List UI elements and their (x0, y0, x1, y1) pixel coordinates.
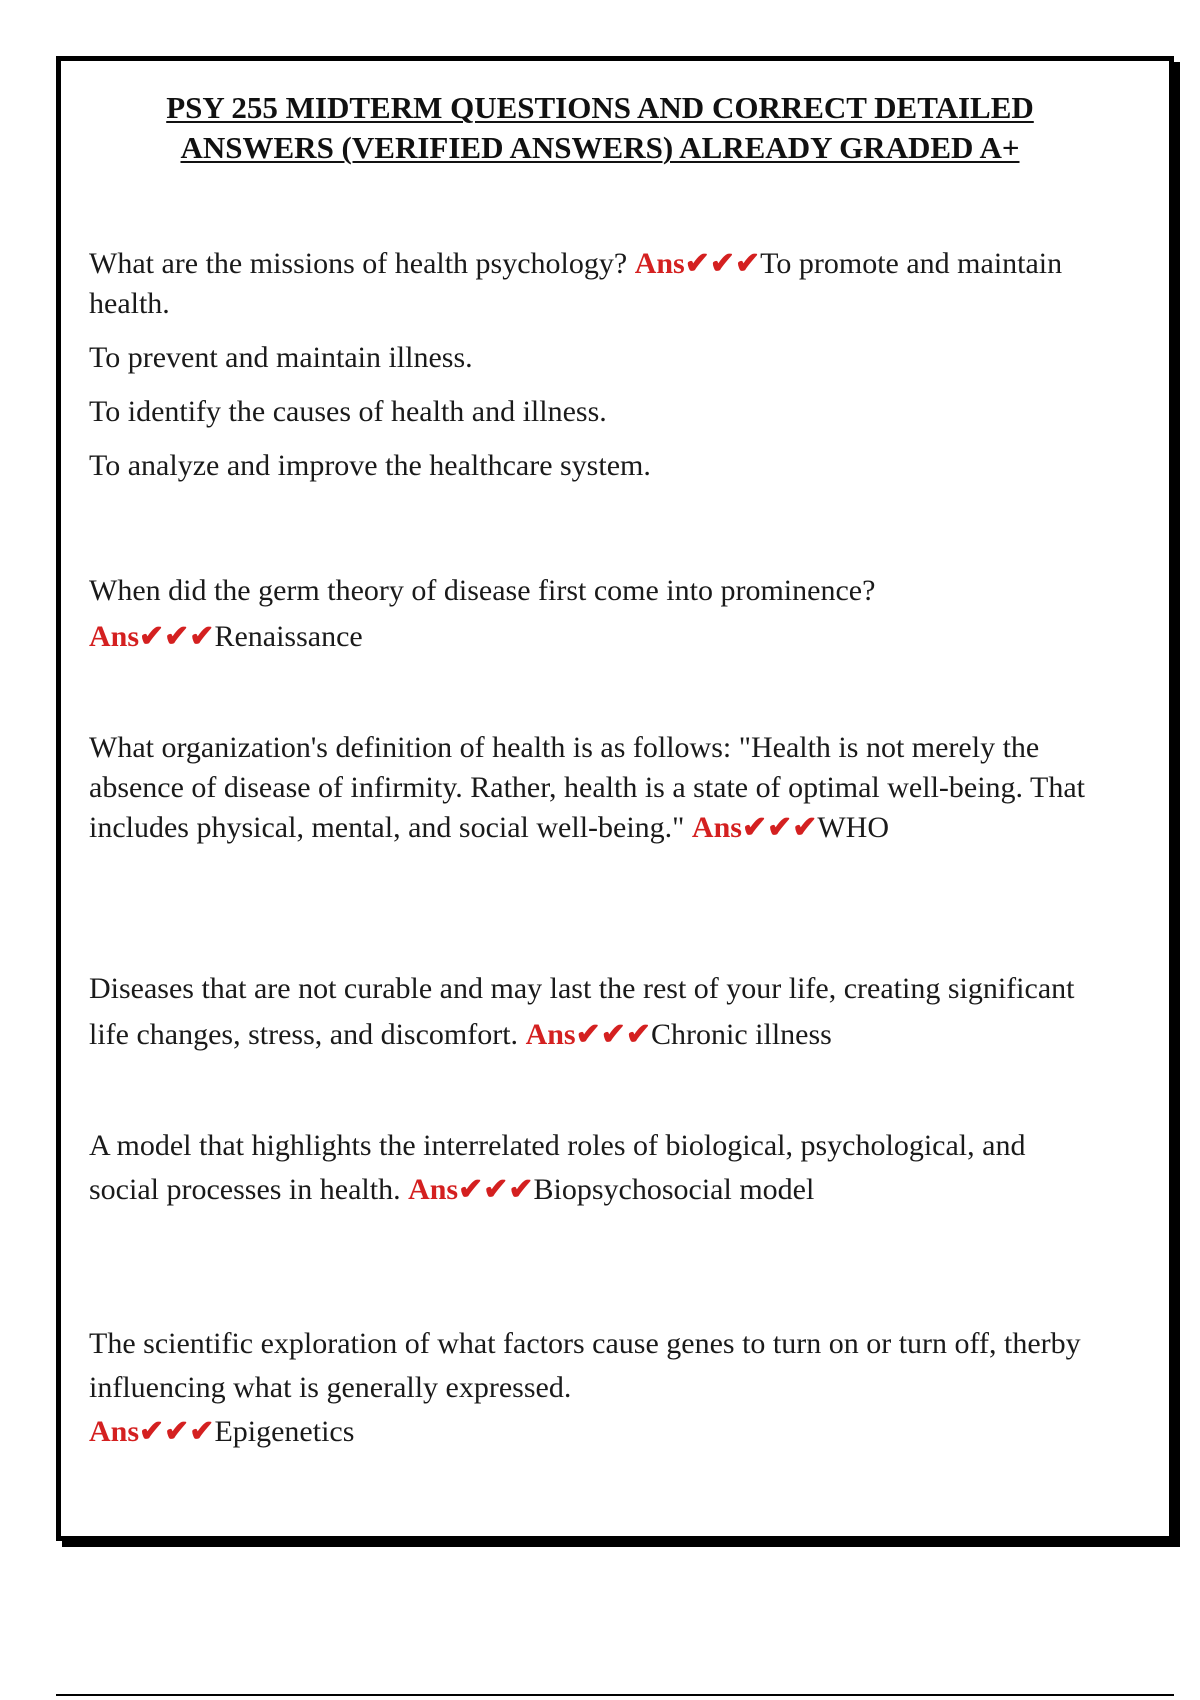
answer-text: WHO (817, 811, 890, 844)
qa-text (89, 728, 1089, 848)
answer-text: Renaissance (214, 620, 363, 653)
qa-text (89, 966, 1089, 1058)
answer-text: Biopsychosocial model (533, 1173, 815, 1206)
answer-marker: Ans✔✔✔ (525, 1018, 651, 1051)
answer-text: Epigenetics (214, 1415, 355, 1448)
question-text: What are the missions of health psychology? (89, 247, 635, 280)
qa-item-1 (89, 244, 1089, 486)
title-line-2: ANSWERS (VERIFIED ANSWERS) ALREADY GRADED A+ (180, 130, 1020, 165)
qa-item-2 (89, 568, 1089, 660)
qa-item-4 (89, 966, 1089, 1058)
question-text: When did the germ theory of disease first come into prominence? (89, 574, 876, 607)
qa-text (89, 1322, 1089, 1454)
page-bottom-rule (56, 1694, 1174, 1696)
answer-marker: Ans✔✔✔ (408, 1173, 534, 1206)
qa-item-6 (89, 1322, 1089, 1454)
qa-text (89, 568, 1089, 660)
document-title (80, 88, 1120, 168)
extra-line: To prevent and maintain illness. (89, 341, 473, 374)
answer-marker: Ans✔✔✔ (691, 811, 818, 844)
question-text: Diseases that are not curable and may last the rest of your life, creating significant life changes, stress, and discomfort. (89, 972, 1075, 1051)
answer-marker: Ans✔✔✔ (89, 620, 215, 653)
question-text: The scientific exploration of what factors cause genes to turn on or turn off, therby influencing what is generally expressed. (89, 1327, 1081, 1404)
extra-line: To identify the causes of health and illness. (89, 395, 607, 428)
question-text: What organization's definition of health is as follows: "Health is not merely the absence of disease of infirmity. Rather, health is a state of optimal well-being. That includes physical, mental, and social well-being." (89, 731, 1085, 844)
answer-marker: Ans✔✔✔ (634, 247, 761, 280)
qa-text (89, 244, 1089, 324)
qa-text (89, 1124, 1089, 1212)
answer-text: Chronic illness (651, 1018, 832, 1051)
answer-marker: Ans✔✔✔ (89, 1415, 215, 1448)
title-line-1: PSY 255 MIDTERM QUESTIONS AND CORRECT DETAILED (166, 90, 1034, 125)
answer-text: To promote and maintain health. (89, 247, 1063, 320)
extra-line: To analyze and improve the healthcare system. (89, 449, 651, 482)
qa-item-3 (89, 728, 1089, 848)
question-text: A model that highlights the interrelated roles of biological, psychological, and social processes in health. (89, 1129, 1026, 1206)
qa-item-5 (89, 1124, 1089, 1212)
